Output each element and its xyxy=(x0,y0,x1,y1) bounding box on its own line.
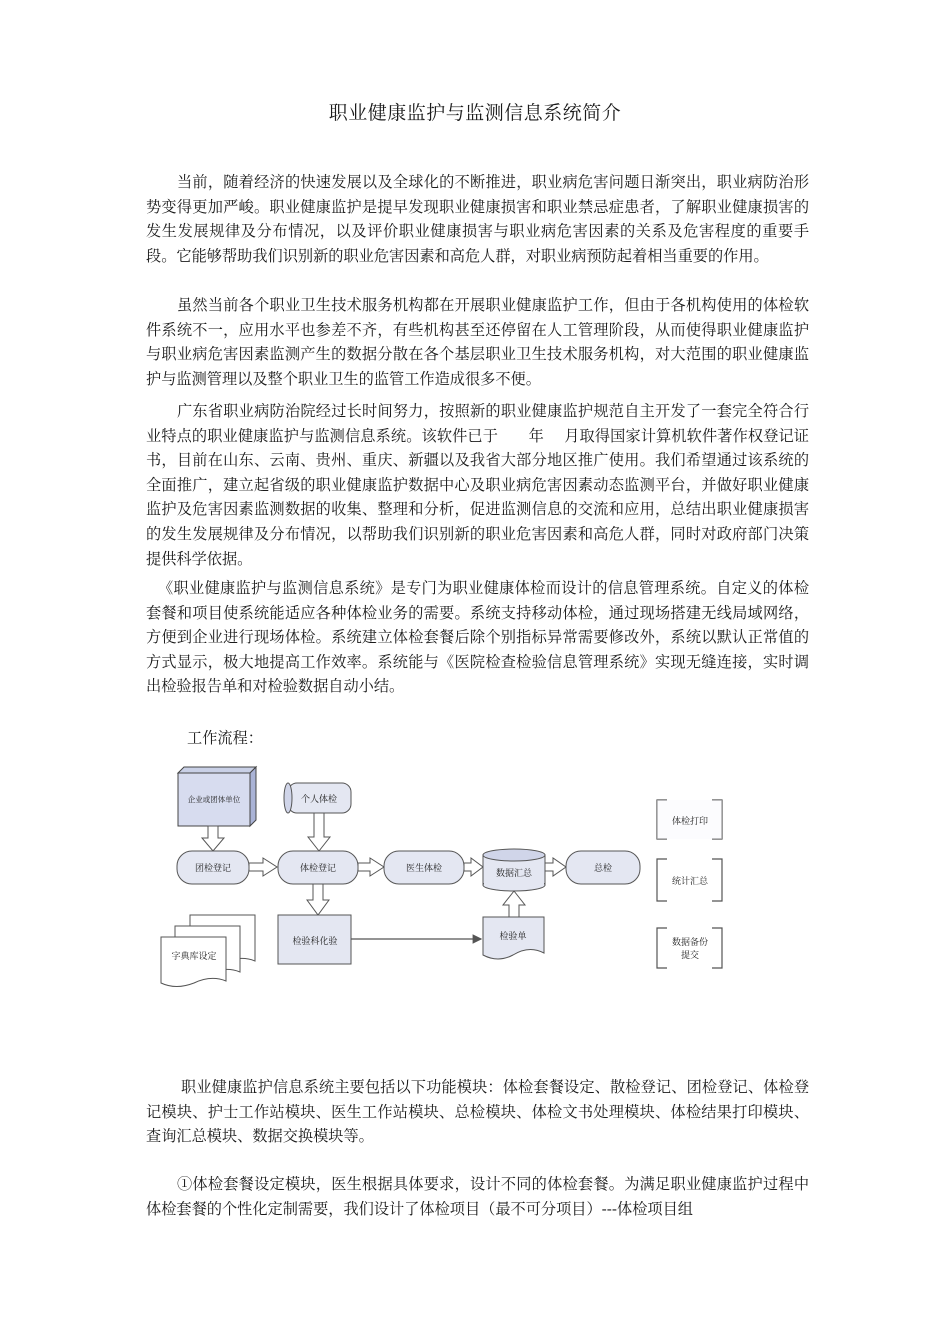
workflow-label: 工作流程： xyxy=(187,729,263,747)
data-summary-node xyxy=(483,849,545,891)
arrow-enterprise-down xyxy=(202,826,224,851)
dictionary-node xyxy=(161,915,255,987)
arrow-group-exam xyxy=(249,858,277,876)
data-summary-label: 数据汇总 xyxy=(495,869,533,879)
backup-node xyxy=(657,928,722,968)
lab-node xyxy=(278,915,351,964)
backup-label-line2: 提交 xyxy=(680,951,700,961)
workflow-diagram xyxy=(155,765,755,995)
lab-label: 检验科化验 xyxy=(292,937,338,947)
exam-register-label: 体检登记 xyxy=(299,864,337,874)
backup-label-line1: 数据备份 xyxy=(671,938,709,948)
arrow-data-general xyxy=(545,858,566,876)
group-register-node xyxy=(177,851,249,884)
arrow-exam-lab xyxy=(307,884,329,915)
arrow-sheet-data xyxy=(503,891,525,917)
paragraph-status: 虽然当前各个职业卫生技术服务机构都在开展职业健康监护工作，但由于各机构使用的体检软件系统不一，应用水平也参差不齐，有些机构甚至还停留在人工管理阶段，从而使得职业健康监护与职业病危害因素监测产生的数据分散在各个基层职业卫生技术服务机构，对大范围的职业健康监护与监测管理以及整个职业卫生的监管工作造成很多不便。 xyxy=(146,296,809,388)
lab-sheet-label: 检验单 xyxy=(499,932,527,942)
paragraph-module-1: ①体检套餐设定模块，医生根据具体要求，设计不同的体检套餐。为满足职业健康监护过程中体检套餐的个性化定制需要，我们设计了体检项目（最不可分项目）---体检项目组 xyxy=(146,1175,809,1218)
statistics-node xyxy=(657,859,722,901)
group-register-label: 团检登记 xyxy=(194,864,232,874)
statistics-label: 统计汇总 xyxy=(671,877,709,887)
personal-label: 个人体检 xyxy=(300,795,338,805)
paragraph-system: 《职业健康监护与监测信息系统》是专门为职业健康体检而设计的信息管理系统。自定义的体检套餐和项目使系统能适应各种体检业务的需要。系统支持移动体检，通过现场搭建无线局域网络，方便到企业进行现场体检。系统建立体检套餐后除个别指标异常需要修改外，系统以默认正常值的方式显示，极大地提高工作效率。系统能与《医院检查检验信息管理系统》实现无缝连接，实时调出检验报告单和对检验数据自动小结。 xyxy=(146,579,809,696)
print-node xyxy=(657,800,722,839)
doctor-exam-label: 医生体检 xyxy=(405,864,443,874)
print-label: 体检打印 xyxy=(671,817,709,827)
enterprise-label: 企业或团体单位 xyxy=(187,795,241,804)
dictionary-label: 字典库设定 xyxy=(171,952,217,962)
general-check-label: 总检 xyxy=(593,864,613,874)
arrow-personal-down xyxy=(308,813,330,851)
paragraph-intro: 当前，随着经济的快速发展以及全球化的不断推进，职业病危害问题日渐突出，职业病防治形势变得更加严峻。职业健康监护是提早发现职业健康损害和职业禁忌症患者，了解职业健康损害的发生发展规律及分布情况，以及评价职业健康损害与职业病危害因素的关系及危害程度的重要手段。它能够帮助我们识别新的职业危害因素和高危人群，对职业病预防起着相当重要的作用。 xyxy=(146,173,809,265)
page-title: 职业健康监护与监测信息系统简介 xyxy=(328,102,622,124)
personal-node xyxy=(284,783,351,813)
exam-register-node xyxy=(278,851,358,884)
general-check-node xyxy=(566,851,640,884)
paragraph-modules: 职业健康监护信息系统主要包括以下功能模块：体检套餐设定、散检登记、团检登记、体检登记模块、护士工作站模块、医生工作站模块、总检模块、体检文书处理模块、体检结果打印模块、查询汇总模块、数据交换模块等。 xyxy=(146,1078,809,1146)
lab-sheet-node xyxy=(483,917,544,959)
doctor-exam-node xyxy=(384,851,464,884)
arrow-exam-doctor xyxy=(358,858,384,876)
arrow-doctor-data xyxy=(464,858,483,876)
paragraph-development: 广东省职业病防治院经过长时间努力，按照新的职业健康监护规范自主开发了一套完全符合行业特点的职业健康监护与监测信息系统。该软件已于 年 月取得国家计算机软件著作权登记证书，目前在山东、云南、贵州、重庆、新疆以及我省大部分地区推广使用。我们希望通过该系统的全面推广，建立起省级的职业健康监护数据中心及职业病危害因素动态监测平台，并做好职业健康监护及危害因素监测数据的收集、整理和分析，促进监测信息的交流和应用，总结出职业健康损害的发生发展规律及分布情况，以帮助我们识别新的职业危害因素和高危人群，同时对政府部门决策提供科学依据。 xyxy=(146,402,809,568)
enterprise-node xyxy=(178,767,256,826)
